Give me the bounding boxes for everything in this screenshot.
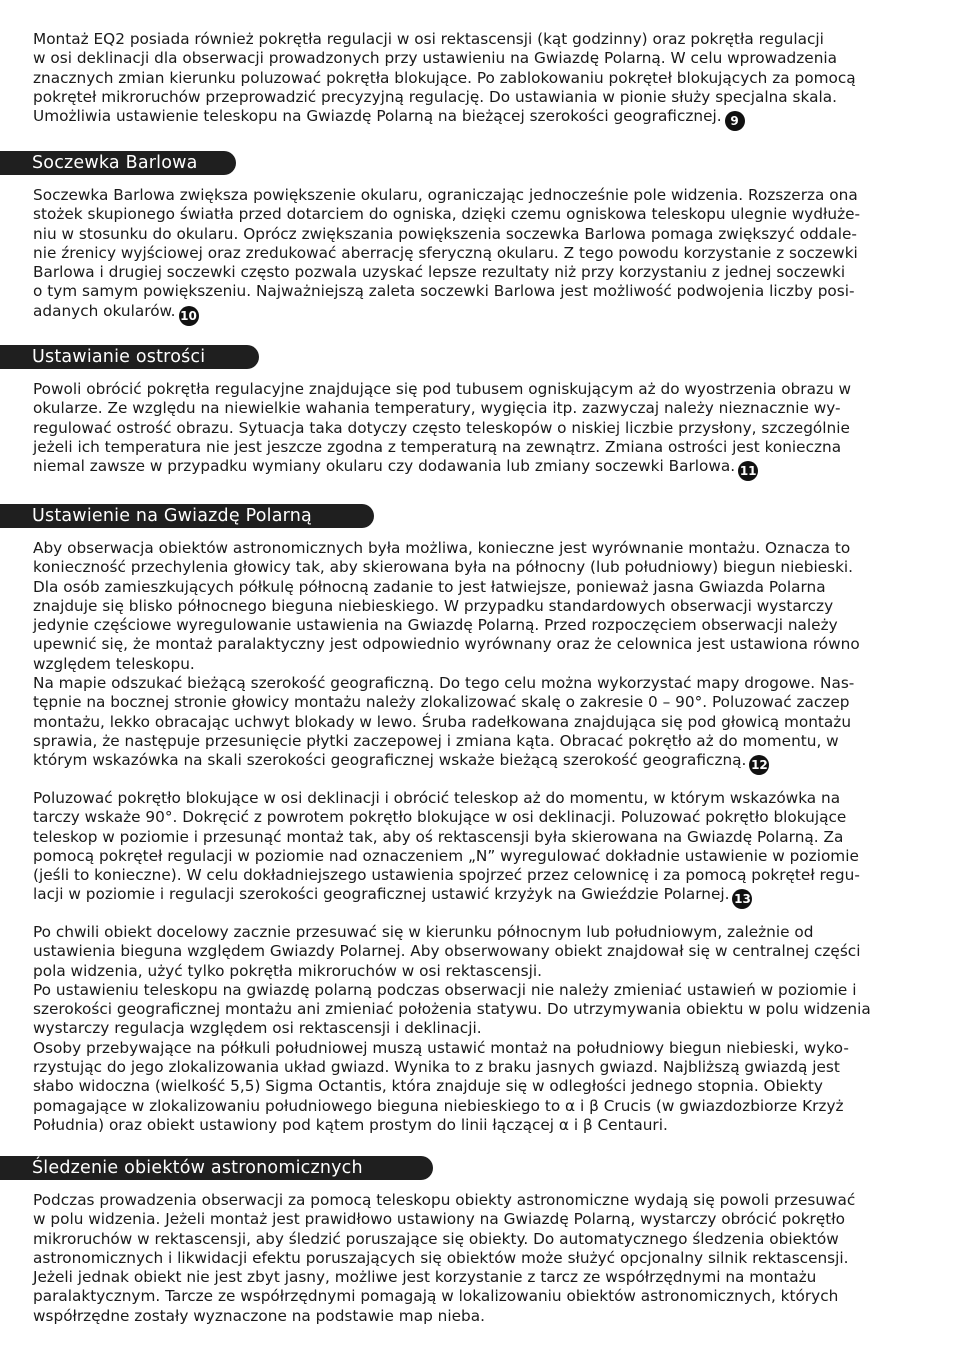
figure-reference-badge: 10 — [179, 306, 199, 326]
section-heading-focus: Ustawianie ostrości — [0, 345, 259, 369]
text-line: astronomicznych i likwidacji efektu poruszających się obiektów może służyć opcjonalny silnik rektascensji. — [33, 1248, 849, 1267]
text-line: tępnie na bocznej stronie głowicy montażu należy zlokalizować skalę o zakresie 0 – 90°. Poluzować zaczep — [33, 693, 850, 712]
text-line: montażu, lekko obracając uchwyt blokady w lewo. Śruba radełkowana znajdująca się pod głowicą montażu — [33, 712, 852, 731]
text-line-last: lacji w poziomie i regulacji szerokości geograficznej ustawić krzyżyk na Gwieździe Polarnej. 13 — [33, 885, 923, 909]
text-line: Aby obserwacja obiektów astronomicznych była możliwa, konieczne jest wyrównanie montażu. Oznacza to — [33, 539, 851, 557]
text-line: jeżeli ich temperatura nie jest jeszcze zgodna z temperaturą na zewnątrz. Zmiana ostrości jest konieczna — [33, 437, 842, 456]
text-line: Dla osób zamieszkujących półkulę północną zadanie to jest łatwiejsze, ponieważ jasna Gwiazda Polarna — [33, 577, 826, 596]
tracking-paragraph — [33, 1191, 923, 1326]
text-line-last: niemal zawsze w przypadku wymiany okularu czy dodawania lub zmiany soczewki Barlowa. 11 — [33, 457, 923, 481]
figure-reference-badge: 11 — [738, 461, 758, 481]
text-line: słabo widoczna (wielkość 5,5) Sigma Octantis, która znajduje się w odległości jednego stopnia. Obiekty — [33, 1077, 823, 1096]
text-line: pokręteł mikroruchów przeprowadzić precyzyjną regulację. Do ustawiania w pionie służy specjalna skala. — [33, 87, 837, 106]
text-line: (jeśli to konieczne). W celu dokładniejszego ustawienia spojrzeć przez celownicę i za pomocą pokręteł regu- — [33, 866, 860, 885]
section-heading-barlow: Soczewka Barlowa — [0, 151, 236, 175]
text-line: Południa) oraz obiekt ustawiony pod kątem prostym do linii łączącej α i β Centauri. — [33, 1115, 668, 1134]
text-line: teleskop w poziomie i przesunąć montaż tak, aby oś rektascensji była skierowana na Gwiazdę Polarną. Za — [33, 827, 844, 846]
figure-reference-badge: 13 — [732, 889, 752, 909]
text-line: Montaż EQ2 posiada również pokrętła regulacji w osi rektascensji (kąt godzinny) oraz pokrętła regulacji — [33, 30, 824, 48]
text-line: ustawienia bieguna względem Gwiazdy Polarnej. Aby obserwowany obiekt znajdował się w centralnej części — [33, 942, 861, 961]
section-heading-tracking: Śledzenie obiektów astronomicznych — [0, 1156, 433, 1180]
figure-reference-badge: 12 — [749, 755, 769, 775]
figure-reference-badge: 9 — [725, 111, 745, 131]
intro-paragraph — [33, 30, 923, 131]
text-line: Po ustawieniu teleskopu na gwiazdę polarną podczas obserwacji nie należy zmieniać ustawień w poziomie i — [33, 980, 857, 999]
text-line-last: adanych okularów. 10 — [33, 302, 923, 326]
text-line: konieczność przechylenia głowicy tak, aby skierowana była na północny (lub południowy) biegun niebieski. — [33, 558, 854, 577]
text-line-last: Umożliwia ustawienie teleskopu na Gwiazdę Polarną na bieżącej szerokości geograficznej. 9 — [33, 107, 923, 131]
text-line: Na mapie odszukać bieżącą szerokość geograficzną. Do tego celu można wykorzystać mapy drogowe. Nas- — [33, 674, 855, 693]
text-line: w polu widzenia. Jeżeli montaż jest prawidłowo ustawiony na Gwiazdę Polarną, wystarczy obrócić pokrętło — [33, 1210, 845, 1229]
text-line: jedynie częściowe wyregulowanie ustawienia na Gwiazdę Polarną. Przed rozpoczęciem obserwacji należy — [33, 616, 838, 635]
text-line: Barlowa i drugiej soczewki często pozwala uzyskać lepsze rezultaty niż przy korzystaniu z jednej soczewki — [33, 263, 846, 282]
text-line: Soczewka Barlowa zwiększa powiększenie okularu, ograniczając jednocześnie pole widzenia. Rozszerza ona — [33, 186, 858, 204]
text-line: znacznych zmian kierunku poluzować pokrętła blokujące. Po zablokowaniu pokręteł blokujących za pomocą — [33, 68, 856, 87]
text-line: Po chwili obiekt docelowy zacznie przesuwać się w kierunku północnym lub południowym, zależnie od — [33, 923, 814, 941]
text-line-last: którym wskazówka na skali szerokości geograficznej wskaże bieżącą szerokość geograficzną. 12 — [33, 751, 923, 775]
text-line: Poluzować pokrętło blokujące w osi deklinacji i obrócić teleskop aż do momentu, w którym wskazówka na — [33, 789, 841, 807]
text-line: niu w stosunku do okularu. Oprócz zwiększania powiększenia soczewka Barlowa pomaga zwiększyć oddale- — [33, 224, 857, 243]
text-line: rzystując do jego zlokalizowania układ gwiazd. Wynika to z braku jasnych gwiazd. Najbliższą gwiazdą jest — [33, 1058, 840, 1077]
polar-paragraph-3 — [33, 923, 923, 1135]
text-line: upewnić się, że montaż paralaktyczny jest odpowiednio wyrównany oraz że celownica jest ustawiona równo — [33, 635, 860, 654]
text-line: o tym samym powiększeniu. Najważniejszą zaleta soczewki Barlowa jest możliwość podwojenia liczby posi- — [33, 282, 855, 301]
text-line: Powoli obrócić pokrętła regulacyjne znajdujące się pod tubusem ogniskującym aż do wyostrzenia obrazu w — [33, 380, 852, 398]
text-line: Osoby przebywające na półkuli południowej muszą ustawić montaż na południowy biegun niebieski, wyko- — [33, 1038, 849, 1057]
text-line: okularze. Ze względu na niewielkie wahania temperatury, wygięcia itp. zazwyczaj należy nieznacznie wy- — [33, 399, 841, 418]
text-line: mikroruchów w rektascensji, aby śledzić poruszające się obiekty. Do automatycznego śledzenia obiektów — [33, 1229, 839, 1248]
text-line: w osi deklinacji dla obserwacji prowadzonych przy ustawieniu na Gwiazdę Polarną. W celu wprowadzenia — [33, 49, 838, 68]
text-line: względem teleskopu. — [33, 654, 195, 673]
barlow-paragraph — [33, 186, 923, 326]
text-line: nie źrenicy wyjściowej oraz zredukować aberrację sferyczną okularu. Z tego powodu korzystanie z soczewki — [33, 243, 858, 262]
text-line: paralaktycznym. Tarcze ze współrzędnymi pomagają w lokalizowaniu obiektów astronomicznych, których — [33, 1287, 839, 1306]
text-line: pola widzenia, użyć tylko pokrętła mikroruchów w osi rektascensji. — [33, 961, 542, 980]
focus-paragraph — [33, 380, 923, 481]
text-line: szerokości geograficznej montażu ani zmieniać położenia statywu. Do utrzymywania obiektu w polu widzenia — [33, 1000, 871, 1019]
text-line: Podczas prowadzenia obserwacji za pomocą teleskopu obiekty astronomiczne wydają się powoli przesuwać — [33, 1191, 856, 1209]
text-line: znajduje się blisko północnego bieguna niebieskiego. W przypadku standardowych obserwacji wystarczy — [33, 596, 834, 615]
text-line: współrzędne zostały wyznaczone na podstawie map nieba. — [33, 1306, 485, 1325]
text-line: stożek skupionego światła przed dotarciem do ogniska, dzięki czemu ogniskowa teleskopu ulegnie wydłuże- — [33, 205, 861, 224]
text-line: wystarczy regulacja względem osi rektascensji i deklinacji. — [33, 1019, 482, 1038]
text-line: tarczy wskaże 90°. Dokręcić z powrotem pokrętło blokujące w osi deklinacji. Poluzować pokrętło blokujące — [33, 808, 847, 827]
polar-paragraph-1 — [33, 539, 923, 775]
text-line: pomocą pokręteł regulacji w poziomie nad oznaczeniem „N” wyregulować dokładnie ustawienie w poziomie — [33, 846, 859, 865]
polar-paragraph-2 — [33, 789, 923, 909]
text-line: Jeżeli jednak obiekt nie jest zbyt jasny, możliwe jest korzystanie z tarcz ze współrzędnymi na montażu — [33, 1268, 817, 1287]
text-line: regulować ostrość obrazu. Sytuacja taka dotyczy często teleskopów o niskiej liczbie przysłony, szczególnie — [33, 418, 850, 437]
section-heading-polar-alignment: Ustawienie na Gwiazdę Polarną — [0, 504, 374, 528]
text-line: pomagające w zlokalizowaniu południowego bieguna niebieskiego to α i β Crucis (w gwiazdozbiorze Krzyż — [33, 1096, 844, 1115]
text-line: sprawia, że następuje przesunięcie płytki zaczepowej i zmiana kąta. Obracać pokrętło aż do momentu, w — [33, 731, 839, 750]
